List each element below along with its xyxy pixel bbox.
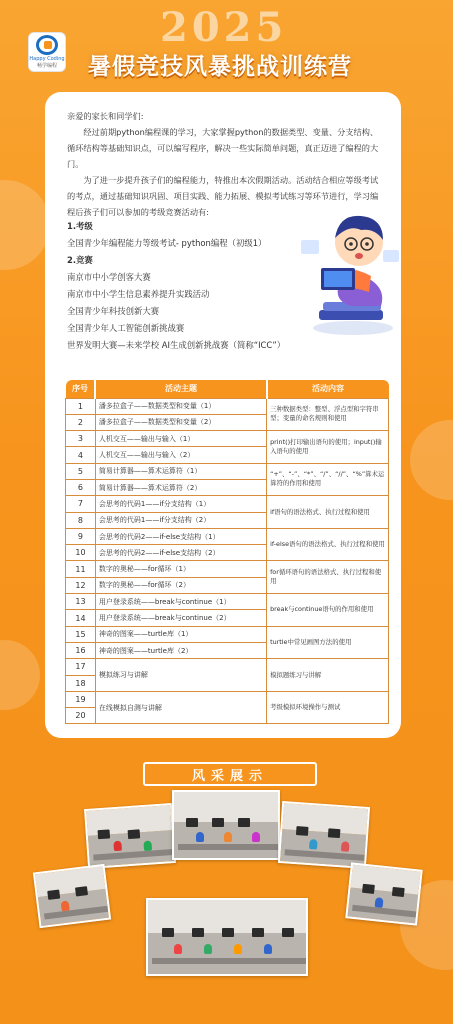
row-number: 12: [66, 577, 96, 593]
classroom-photo: [278, 801, 370, 869]
contest-heading: 2.竞赛: [67, 255, 93, 265]
content-card: [45, 92, 401, 738]
row-topic: 会思考的代码2——if-else支结构（2）: [95, 545, 266, 561]
row-topic: 人机交互——输出与输入（1）: [95, 431, 266, 447]
row-number: 14: [66, 610, 96, 626]
column-header: 活动内容: [267, 380, 389, 398]
table-row: [66, 431, 389, 447]
row-topic: 简易计算器——算术运算符（1）: [95, 463, 266, 479]
row-number: 18: [66, 675, 96, 691]
table-row: [66, 528, 389, 544]
logo-chinese-name: 畅学编程: [36, 63, 57, 69]
table-row: [66, 659, 389, 675]
row-content: if-else语句的语法格式、执行过程和使用: [267, 528, 389, 561]
row-number: 5: [66, 463, 96, 479]
row-number: 19: [66, 691, 96, 707]
brand-logo: [28, 32, 66, 72]
course-schedule-table: [65, 380, 389, 724]
row-number: 13: [66, 594, 96, 610]
row-content: if语句的语法格式、执行过程和使用: [267, 496, 389, 529]
row-topic: 潘多拉盒子——数据类型和变量（1）: [95, 398, 266, 414]
exam-heading: 1.考级: [67, 221, 93, 231]
row-content: turtle中常见画图方法的使用: [267, 626, 389, 659]
background-bubble: [0, 640, 40, 710]
greeting: 亲爱的家长和同学们:: [67, 111, 144, 121]
row-number: 6: [66, 479, 96, 495]
row-topic: 数字的奥秘——for循环（1）: [95, 561, 266, 577]
intro-paragraph-1: 经过前期python编程课的学习，大家掌握python的数据类型、变量、分支结构、循环结构等基础知识点，可以编写程序，解决一些实际简单问题，真正迈进了编程的大门。: [67, 127, 379, 169]
row-number: 20: [66, 708, 96, 724]
row-topic: 会思考的代码1——if分支结构（2）: [95, 512, 266, 528]
row-topic: 用户登录系统——break与continue（2）: [95, 610, 266, 626]
row-content: “+”、“-”、“*”、“/”、“//”、“%”算术运算符的作用和使用: [267, 463, 389, 496]
column-header: 序号: [66, 380, 96, 398]
table-row: [66, 463, 389, 479]
row-number: 4: [66, 447, 96, 463]
row-number: 9: [66, 528, 96, 544]
classroom-photo: [146, 898, 308, 976]
row-content: for循环语句的语法格式、执行过程和使用: [267, 561, 389, 594]
row-number: 7: [66, 496, 96, 512]
row-topic: 人机交互——输出与输入（2）: [95, 447, 266, 463]
contest-item: 全国青少年人工智能创新挑战赛: [67, 323, 185, 333]
classroom-photo: [33, 864, 111, 928]
classroom-photo: [345, 862, 422, 925]
table-row: [66, 691, 389, 707]
contest-item: 南京市中小学创客大赛: [67, 272, 151, 282]
contest-item: 世界发明大赛—未来学校 AI生成创新挑战赛（简称“ICC”）: [67, 340, 286, 350]
background-bubble: [410, 420, 453, 500]
intro-paragraph-2: 为了进一步提升孩子们的编程能力，特推出本次假期活动。活动结合相应等级考试的考点，通过基础知识巩固、项目实践、能力拓展、模拟考试练习等环节进行，学习编程后孩子们可以参加的考级竞赛活动有:: [67, 175, 379, 217]
row-number: 3: [66, 431, 96, 447]
year-watermark: 2025: [160, 4, 288, 51]
table-row: [66, 561, 389, 577]
row-topic: 神奇的图案——turtle库（2）: [95, 642, 266, 658]
row-topic: 简易计算器——算术运算符（2）: [95, 479, 266, 495]
background-bubble: [0, 180, 50, 270]
contest-item: 全国青少年科技创新大赛: [67, 306, 160, 316]
column-header: 活动主题: [95, 380, 266, 398]
row-content: break与continue语句的作用和使用: [267, 594, 389, 627]
row-topic: 神奇的图案——turtle库（1）: [95, 626, 266, 642]
exam-contest-list: [67, 218, 327, 354]
boy-with-laptop-illustration: [291, 210, 401, 340]
table-row: [66, 496, 389, 512]
table-header-row: [66, 380, 389, 398]
table-row: [66, 398, 389, 414]
classroom-photo: [172, 790, 280, 860]
row-content: 三种数据类型：整型、浮点型和字符串型；变量的命名规则和使用: [267, 398, 389, 431]
row-number: 1: [66, 398, 96, 414]
row-number: 11: [66, 561, 96, 577]
row-topic: 会思考的代码2——if-else支结构（1）: [95, 528, 266, 544]
classroom-photo: [84, 803, 176, 869]
gallery-title: 风采展示: [143, 762, 317, 786]
row-number: 8: [66, 512, 96, 528]
row-topic: 用户登录系统——break与continue（1）: [95, 594, 266, 610]
row-number: 17: [66, 659, 96, 675]
header: [0, 0, 453, 92]
row-topic: 会思考的代码1——if分支结构（1）: [95, 496, 266, 512]
contest-item: 南京市中小学生信息素养提升实践活动: [67, 289, 210, 299]
row-topic: 模拟练习与讲解: [95, 659, 266, 692]
row-topic: 潘多拉盒子——数据类型和变量（2）: [95, 414, 266, 430]
row-content: print()打印输出语句的使用；input()输入语句的使用: [267, 431, 389, 464]
table-row: [66, 594, 389, 610]
row-number: 15: [66, 626, 96, 642]
row-number: 10: [66, 545, 96, 561]
page-title: 暑假竞技风暴挑战训练营: [88, 54, 352, 80]
logo-mark-icon: [36, 35, 58, 55]
table-row: [66, 626, 389, 642]
row-topic: 在线模拟自测与讲解: [95, 691, 266, 724]
row-topic: 数字的奥秘——for循环（2）: [95, 577, 266, 593]
intro-text: [67, 108, 385, 220]
row-number: 2: [66, 414, 96, 430]
exam-item: 全国青少年编程能力等级考试- python编程（初级1）: [67, 238, 267, 248]
logo-english-name: Happy Coding: [29, 56, 65, 62]
row-content: 模拟题练习与讲解: [267, 659, 389, 692]
row-number: 16: [66, 642, 96, 658]
row-content: 考级模拟环境操作与测试: [267, 691, 389, 724]
